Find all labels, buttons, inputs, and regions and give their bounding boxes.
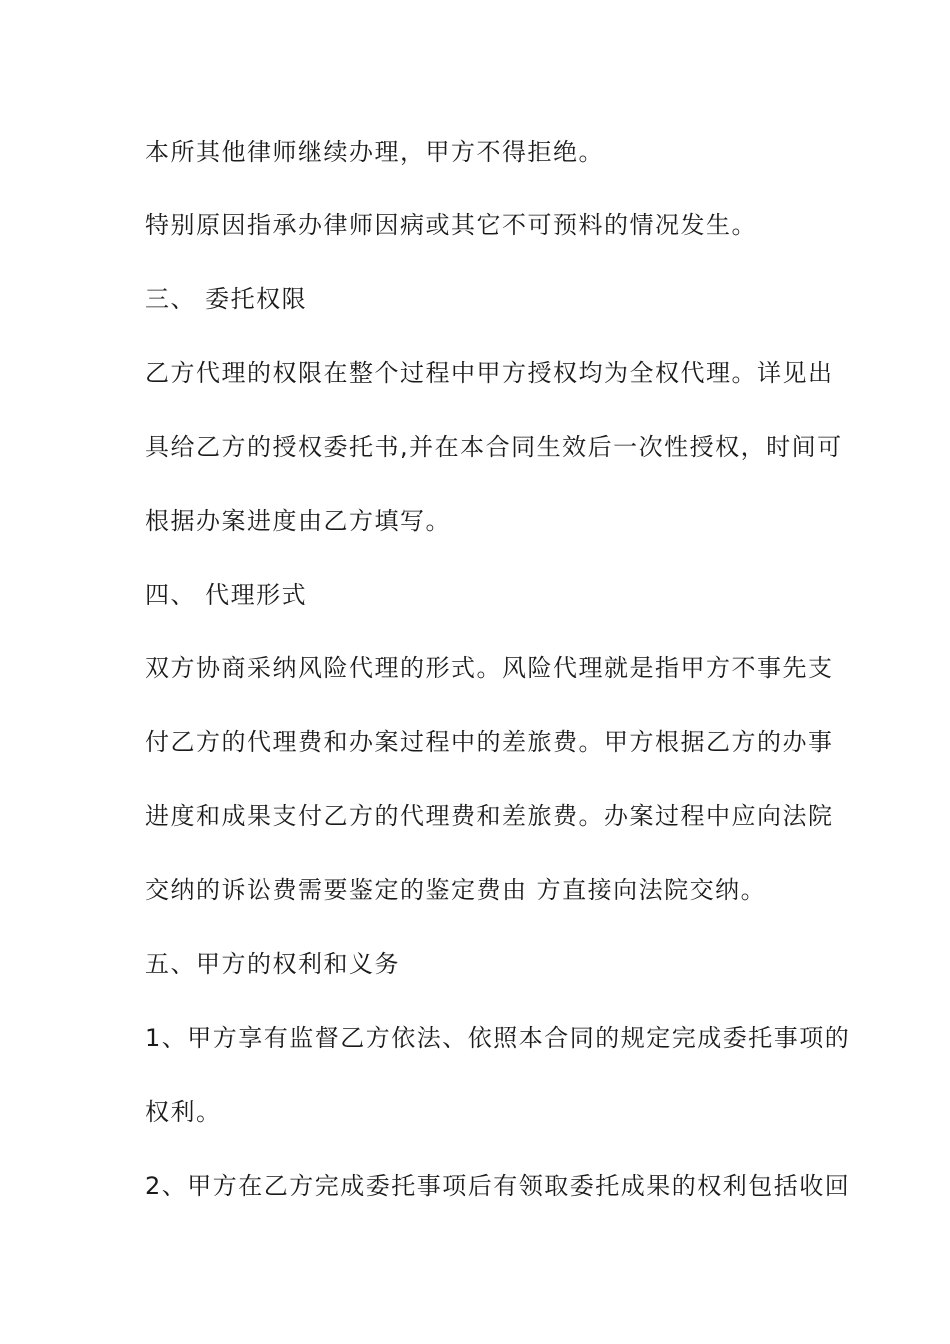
paragraph-line: 交纳的诉讼费需要鉴定的鉴定费由 方直接向法院交纳。 (145, 876, 767, 904)
paragraph-line: 根据办案进度由乙方填写。 (145, 507, 451, 535)
paragraph-line: 2、甲方在乙方完成委托事项后有领取委托成果的权利包括收回 (145, 1172, 851, 1200)
paragraph-line: 双方协商采纳风险代理的形式。风险代理就是指甲方不事先支 (145, 654, 834, 682)
section-heading: 三、 委托权限 (145, 285, 308, 313)
paragraph-line: 付乙方的代理费和办案过程中的差旅费。甲方根据乙方的办事 (145, 728, 834, 756)
paragraph-line: 具给乙方的授权委托书,并在本合同生效后一次性授权，时间可 (145, 433, 843, 461)
paragraph-line: 进度和成果支付乙方的代理费和差旅费。办案过程中应向法院 (145, 802, 834, 830)
paragraph-line: 乙方代理的权限在整个过程中甲方授权均为全权代理。详见出 (145, 359, 834, 387)
section-heading: 四、 代理形式 (145, 581, 308, 609)
paragraph-line: 1、甲方享有监督乙方依法、依照本合同的规定完成委托事项的 (145, 1024, 851, 1052)
paragraph-line: 本所其他律师继续办理，甲方不得拒绝。 (145, 138, 604, 166)
section-heading: 五、甲方的权利和义务 (145, 950, 400, 978)
paragraph-line: 权利。 (145, 1098, 222, 1126)
paragraph-line: 特别原因指承办律师因病或其它不可预料的情况发生。 (145, 211, 757, 239)
